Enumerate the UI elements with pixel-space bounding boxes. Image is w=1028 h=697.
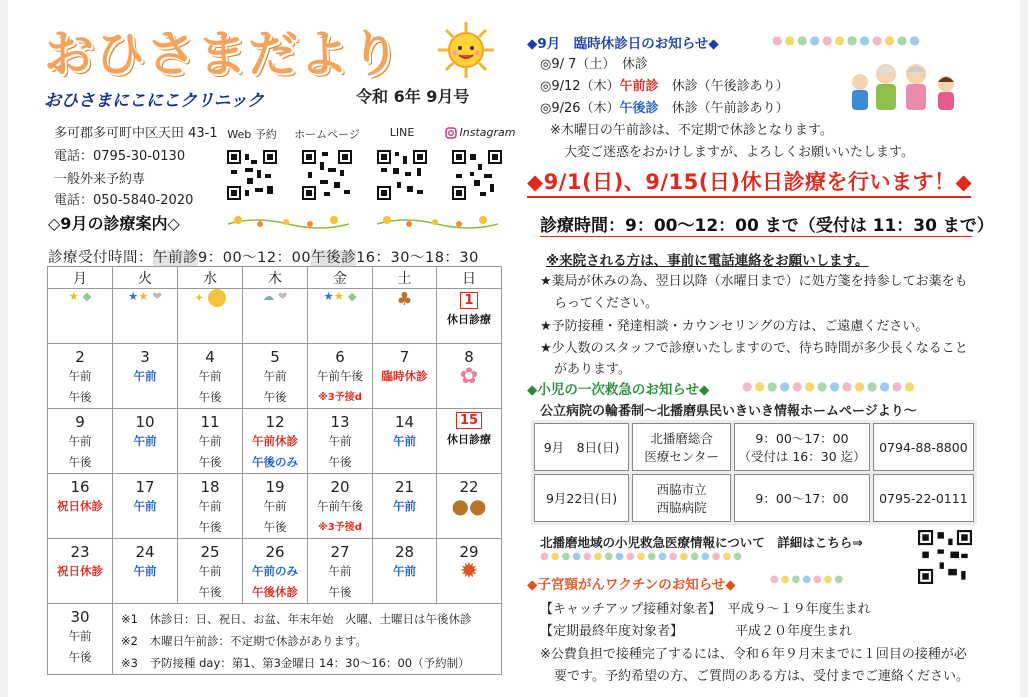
acorn-icon: ●● [451,494,487,518]
closure-line-2 [540,75,789,94]
appointment-phone: 電話：050-5840-2020 [54,193,194,208]
calendar-day-5: 5 午前 午後 [243,344,308,409]
star-bunny-icon: ★★ ❤ [113,289,178,344]
bullet-3a: ★少人数のスタッフで診療いたしますので、待ち時間が多少長くなること [540,341,968,356]
hpv-title: ◆子宮頸がんワクチンのお知らせ◆ [527,577,736,593]
calendar-day-11: 11 午前 午後 [178,409,243,474]
closure-date-2: ◎9/12（木） [540,79,620,94]
holiday-clinic-label: 休日診療 [447,313,491,326]
mushroom-icon: ♣ [373,289,437,344]
maple-leaf-icon: ✹ [459,559,479,584]
er-hospital: 西脇市立 西脇病院 [632,474,731,522]
instagram-icon [445,127,457,139]
family-illustration-icon [848,60,964,114]
calendar-day-2: 2 午前 午後 [48,344,113,409]
calendar-day-15 [437,409,502,474]
bullet-3b: があります。 [554,362,631,377]
pediatric-er-table [531,420,977,525]
er-hours: 9：00～17：00 [734,474,870,522]
calendar-day-4: 4 午前 午後 [178,344,243,409]
calendar-day-1 [437,289,502,344]
bullet-1a: ★薬局が休みの為、翌日以降（水曜日まで）に処方箋を持参してお薬をも [540,274,968,289]
weekday-fri: 金 [308,267,373,289]
web-booking-qr-icon[interactable] [227,150,277,200]
star-decoration-icon: ★ ◆ [48,289,113,344]
hpv-catchup-label: 【キャッチアップ接種対象者】 [540,602,715,617]
pediatric-subtitle: 公立病院の輪番制～北播磨県民いきいき情報ホームページより～ [540,404,917,419]
day-number: 1 [460,292,477,309]
hpv-row-1 [540,598,871,617]
pediatric-qr-icon[interactable] [918,530,972,584]
calendar-day-6: 6 午前午後 ※3予接d [308,344,373,409]
er-date: 9月22日(日) [534,474,629,522]
pm-time: 16：30～18：30 [356,250,479,266]
note-3: ※3 予防接種 day：第1、第3金曜日 14：30～16：00（予約制） [121,656,470,670]
holiday-clinic-label: 休日診療 [447,433,491,446]
star-decoration-icon: ★★ ◆ [308,289,373,344]
weekday-sun: 日 [437,267,502,289]
calendar-day-7: 7 臨時休診 [373,344,437,409]
calendar-day-24: 24 午前 [113,539,178,604]
line-label: LINE [389,126,415,139]
dots-decoration: ●●●●●●● [770,574,846,585]
dots-decoration: ●●●●●●●●●●●● [772,33,922,47]
instagram-label: Instagram [459,126,516,139]
sun-icon [436,20,496,80]
pediatric-more-link[interactable]: 北播磨地域の小児救急医療情報について 詳細はこちら⇒ [540,535,863,550]
closure-text-3: 休診（午前診あり） [671,101,789,116]
flower-garland-icon [226,212,351,232]
line-qr-icon[interactable] [377,150,427,200]
er-phone: 0794-88-8800 [873,423,974,471]
flower-icon: ✿ [459,364,479,389]
closure-text-2: 休診（午後診あり） [671,79,789,94]
hpv-row-2 [540,620,852,639]
closure-date-3: ◎9/26（木） [540,101,620,116]
cloud-bunny-icon: ☁ ❤ [243,289,308,344]
weekday-wed: 水 [178,267,243,289]
phone: 電話：0795-30-0130 [54,149,186,164]
calendar-day-16: 16 祝日休診 [48,474,113,539]
dots-decoration: ●●●●●●●●●●●●●●●●●●● [540,551,744,562]
table-row [534,474,974,522]
closure-line-1 [540,53,648,72]
day-number: 15 [456,412,482,429]
reception-hours [48,246,479,267]
address: 多可郡多可町中区天田 43-1 [54,126,218,141]
calendar-day-27: 27 午前 午後 [308,539,373,604]
pediatric-title: ◆小児の一次救急のお知らせ◆ [527,382,710,398]
holiday-clinic-headline: ◆9/1(日)、9/15(日)休日診療を行います！◆ [527,170,973,194]
calendar-day-26: 26 午前のみ 午後休診 [243,539,308,604]
flower-garland-icon [375,212,500,232]
calendar-week-6 [48,604,502,675]
calendar-day-14: 14 午前 [373,409,437,474]
instagram-qr-icon[interactable] [452,150,502,200]
newsletter-title: おひさまだより [44,25,401,83]
temp-closure-title: ◆9月 臨時休診日のお知らせ◆ [527,36,719,52]
calendar-day-3: 3 午前 [113,344,178,409]
closure-note-1: ※木曜日の午前診は、不定期で休診となります。 [550,123,833,138]
weekday-tue: 火 [113,267,178,289]
closure-note-2: 大変ご迷惑をおかけしますが、よろしくお願いいたします。 [564,145,914,160]
closure-pm-label: 午後診 [619,101,659,116]
er-date: 9月 8日(日) [534,423,629,471]
schedule-section-title: ◇9月の診療案内◇ [48,214,180,233]
er-hours: 9：00～17：00 （受付は 16：30 迄） [734,423,870,471]
weekday-header [48,267,502,289]
homepage-label: ホームページ [294,128,360,141]
web-booking-label: Web 予約 [227,128,277,141]
calendar-day-19: 19 午前 午後 [243,474,308,539]
holiday-hours: 診療時間：9：00～12：00 まで（受付は 11：30 まで） [540,216,994,236]
table-row [534,423,974,471]
closure-date-1: ◎9/ 7（土） [540,57,609,72]
instagram-label-wrap [440,126,520,139]
closure-am-label: 午前診 [619,79,659,94]
note-1: ※1 休診日：日、祝日、お盆、年末年始 火曜、土曜日は午後休診 [121,612,472,626]
dots-decoration: ●●●●●●●●●●●●●● [742,379,917,393]
calendar-day-25: 25 午前 午後 [178,539,243,604]
calendar-day-18: 18 午前 午後 [178,474,243,539]
am-time: 9：00～12：00 [198,250,312,266]
calendar-week-2 [48,344,502,409]
calendar-day-28: 28 午前 [373,539,437,604]
september-calendar [47,266,502,675]
hpv-catchup-value: 平成９～１９年度生まれ [727,602,871,617]
weekday-thu: 木 [243,267,308,289]
calendar-day-30: 30 午前 午後 [48,604,113,675]
calendar-day-29: 29 ✹ [437,539,502,604]
moon-icon: ✦ [178,289,243,344]
weekday-mon: 月 [48,267,113,289]
am-label: 午前診 [153,250,198,266]
calendar-day-21: 21 午前 [373,474,437,539]
calendar-day-20: 20 午前午後 ※3予接d [308,474,373,539]
appointment-label: 一般外来予約専 [54,172,146,187]
calendar-week-3 [48,409,502,474]
calendar-week-5 [48,539,502,604]
pm-label: 午後診 [311,250,357,266]
clinic-name: おひさまにこにこクリニック [44,91,264,111]
calendar-week-1 [48,289,502,344]
closure-text-1: 休診 [621,57,648,72]
er-hospital: 北播磨総合 医療センター [632,423,731,471]
hours-rule [540,236,972,237]
closure-line-3 [540,97,789,116]
hpv-final-label: 【定期最終年度対象者】 [540,624,684,639]
calendar-day-8: 8 ✿ [437,344,502,409]
calendar-notes [113,604,502,675]
calendar-day-13: 13 午前 午後 [308,409,373,474]
hpv-note-2: 要です。予約希望の方、ご質問のある方は、受付までご連絡ください。 [554,669,969,684]
reception-prefix: 診療受付時間： [48,250,153,266]
bullet-2: ★予防接種・発達相談・カウンセリングの方は、ご遠慮ください。 [540,319,929,334]
calendar-day-10: 10 午前 [113,409,178,474]
calendar-day-12: 12 午前休診 午後のみ [243,409,308,474]
weekday-sat: 土 [373,267,437,289]
er-phone: 0795-22-0111 [873,474,974,522]
bullet-1b: らってください。 [554,296,659,311]
calendar-day-23: 23 祝日休診 [48,539,113,604]
hpv-final-value: 平成２０年度生まれ [735,624,853,639]
calendar-day-17: 17 午前 [113,474,178,539]
homepage-qr-icon[interactable] [302,150,352,200]
calendar-week-4 [48,474,502,539]
issue-date: 令和 6年 9月号 [356,87,470,106]
calendar-day-9: 9 午前 午後 [48,409,113,474]
note-2: ※2 木曜日午前診：不定期で休診があります。 [121,634,368,648]
calendar-day-22: 22 ●● [437,474,502,539]
call-ahead-notice: ※来院される方は、事前に電話連絡をお願いします。 [546,253,869,269]
headline-rule [527,196,971,198]
hpv-note-1: ※公費負担で接種完了するには、令和６年９月末までに１回目の接種が必 [540,647,967,662]
